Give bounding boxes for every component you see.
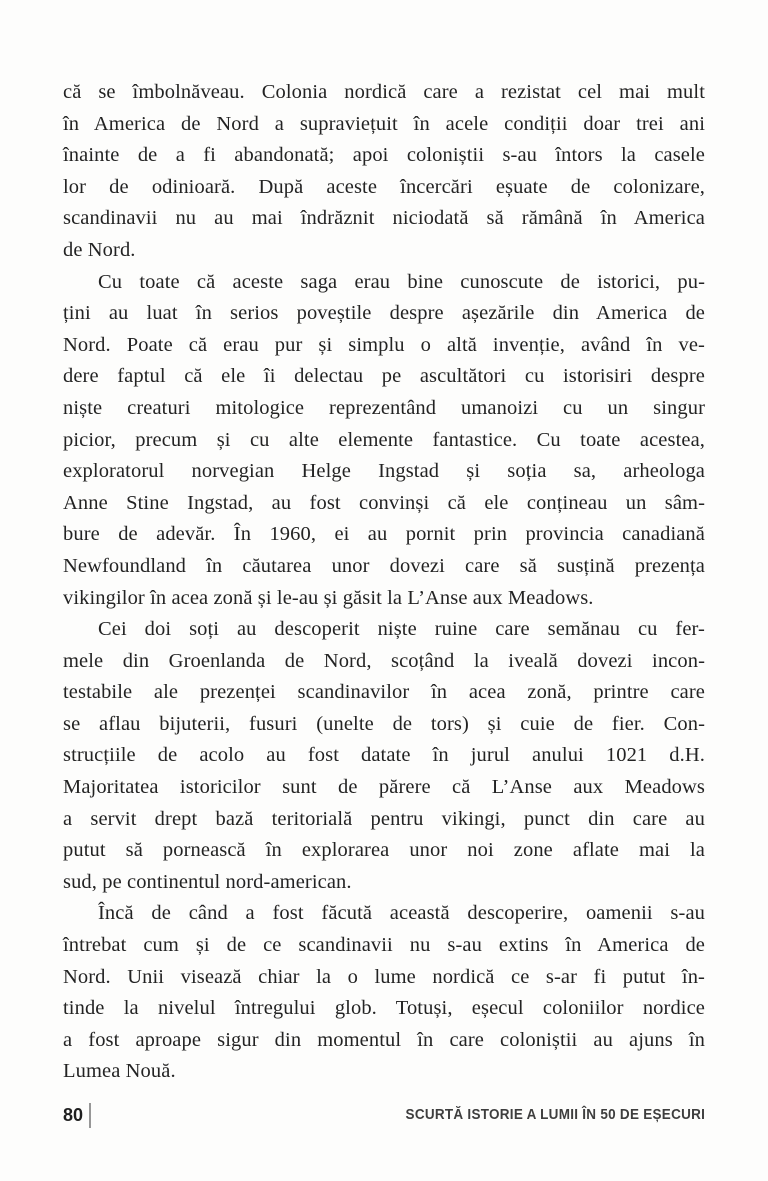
body-text xyxy=(63,77,705,1088)
text-line: țini au luat în serios poveștile despre așezările din America de xyxy=(63,302,705,325)
text-line: mele din Groenlanda de Nord, scoțând la iveală dovezi incon- xyxy=(63,649,705,672)
text-line: Cei doi soți au descoperit niște ruine care semănau cu fer- xyxy=(98,618,705,641)
text-line: putut să pornească în explorarea unor noi zone aflate mai la xyxy=(63,839,705,862)
text-line: se aflau bijuterii, fusuri (unelte de tors) și cuie de fier. Con- xyxy=(63,712,705,735)
text-line: Nord. Poate că erau pur și simplu o altă invenție, având în ve- xyxy=(63,333,705,356)
text-line: a servit drept bază teritorială pentru vikingi, punct din care au xyxy=(63,807,705,830)
page-number: 80 xyxy=(63,1105,84,1125)
text-line: întrebat cum și de ce scandinavii nu s-au extins în America de xyxy=(63,934,705,957)
text-line: vikingilor în acea zonă și le-au și găsit la L’Anse aux Meadows. xyxy=(63,586,594,609)
text-line: picior, precum și cu alte elemente fantastice. Cu toate acestea, xyxy=(63,428,705,451)
running-title: SCURTĂ ISTORIE A LUMII ÎN 50 DE EȘECURI xyxy=(405,1106,705,1123)
text-line: exploratorul norvegian Helge Ingstad și soția sa, arheologa xyxy=(63,460,705,483)
text-line: bure de adevăr. În 1960, ei au pornit prin provincia canadiană xyxy=(63,523,705,546)
text-line: că se îmbolnăveau. Colonia nordică care a rezistat cel mai mult xyxy=(63,81,705,103)
paragraph-4 xyxy=(63,898,705,1088)
text-line: sud, pe continentul nord-american. xyxy=(63,870,352,893)
text-line: lor de odinioară. După aceste încercări eșuate de colonizare, xyxy=(63,175,705,198)
text-line: Încă de când a fost făcută această descoperire, oamenii s-au xyxy=(98,902,705,925)
text-line: niște creaturi mitologice reprezentând umanoizi cu un singur xyxy=(63,396,705,419)
text-line: în America de Nord a supraviețuit în acele condiții doar trei ani xyxy=(63,112,705,135)
paragraph-2 xyxy=(63,267,705,615)
text-line: testabile ale prezenței scandinavilor în acea zonă, printre care xyxy=(63,681,705,704)
paragraph-3 xyxy=(63,614,705,898)
text-line: Newfoundland în căutarea unor dovezi care să susțină prezența xyxy=(63,554,705,577)
text-line: dere faptul că ele îi delectau pe ascultători cu istorisiri despre xyxy=(63,365,705,388)
text-line: a fost aproape sigur din momentul în care coloniștii au ajuns în xyxy=(63,1028,705,1051)
text-line: tinde la nivelul întregului glob. Totuși, eșecul coloniilor nordice xyxy=(63,997,705,1020)
page-footer xyxy=(63,1100,705,1130)
text-line: scandinavii nu au mai îndrăznit niciodată să rămână în America xyxy=(63,207,705,230)
text-line: Nord. Unii visează chiar la o lume nordică ce s-ar fi putut în- xyxy=(63,965,705,988)
text-line: înainte de a fi abandonată; apoi coloniștii s-au întors la casele xyxy=(63,144,705,167)
footer-left xyxy=(63,1103,91,1128)
text-line: strucțiile de acolo au fost datate în jurul anului 1021 d.H. xyxy=(63,744,705,767)
text-line: Cu toate că aceste saga erau bine cunoscute de istorici, pu- xyxy=(98,270,705,293)
text-line: de Nord. xyxy=(63,238,136,261)
text-line: Anne Stine Ingstad, au fost convinși că ele conțineau un sâm- xyxy=(63,491,705,514)
text-line: Majoritatea istoricilor sunt de părere că L’Anse aux Meadows xyxy=(63,776,705,799)
text-line: Lumea Nouă. xyxy=(63,1060,176,1083)
paragraph-1 xyxy=(63,77,705,267)
footer-divider xyxy=(89,1103,91,1128)
